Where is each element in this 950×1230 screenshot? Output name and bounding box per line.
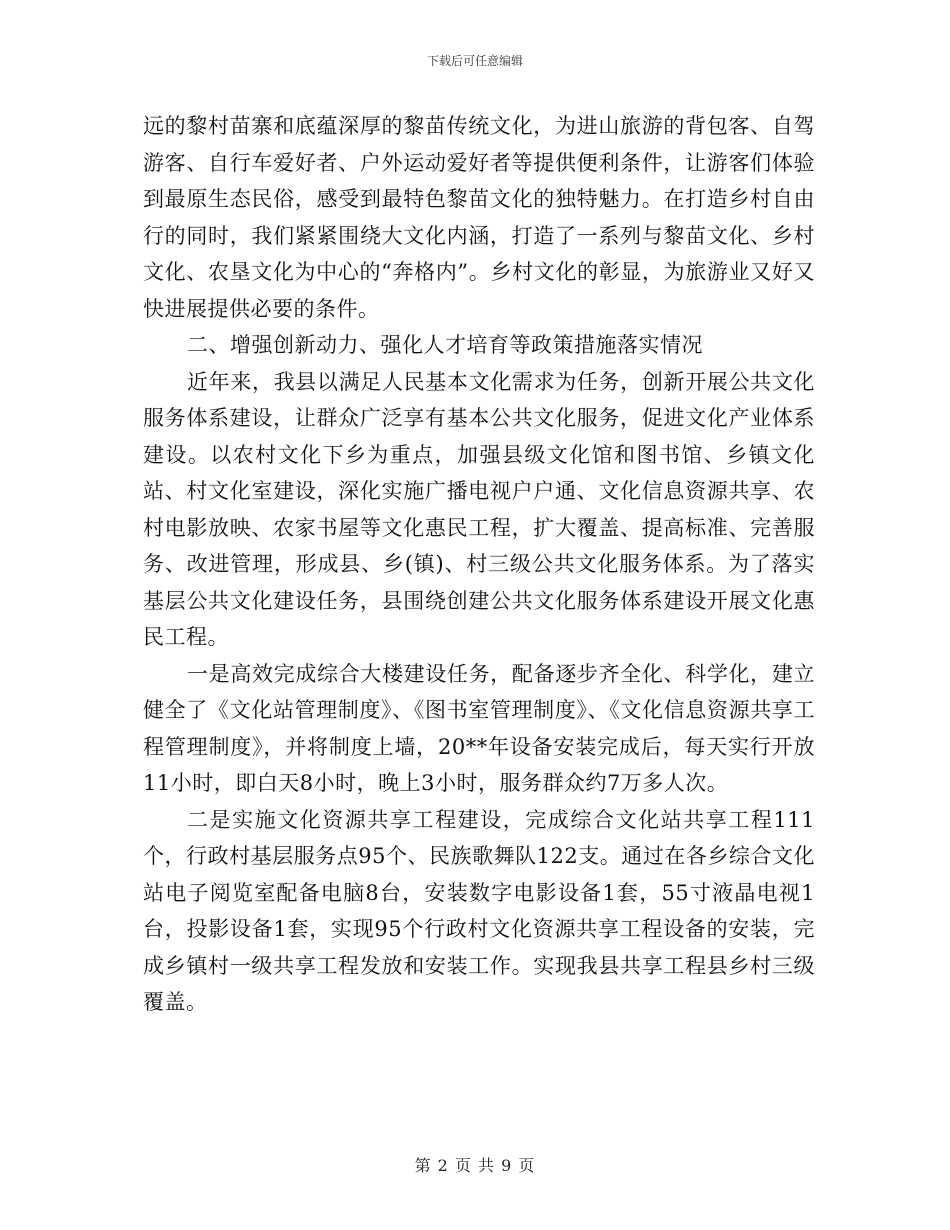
paragraph: 一是高效完成综合大楼建设任务，配备逐步齐全化、科学化，建立健全了《文化站管理制度》、《图书室管理制度》、《文化信息资源共享工程管理制度》，并将制度上墙，20**年设备安装完成后，每天实行开放11小时，即白天8小时，晚上3小时，服务群众约7万多人次。 [143, 661, 815, 795]
paragraph-continuation: 远的黎村苗寨和底蕴深厚的黎苗传统文化，为进山旅游的背包客、自驾游客、自行车爱好者、户外运动爱好者等提供便利条件，让游客们体验到最原生态民俗，感受到最特色黎苗文化的独特魅力。在打造乡村自由行的同时，我们紧紧围绕大文化内涵，打造了一系列与黎苗文化、乡村文化、农垦文化为中心的“奔格内”。乡村文化的彰显，为旅游业又好又快进展提供必要的条件。 [143, 114, 815, 321]
section-heading: 二、增强创新动力、强化人才培育等政策措施落实情况 [187, 333, 703, 357]
page-number-footer: 第 2 页 共 9 页 [414, 1156, 536, 1175]
document-body [143, 108, 815, 1021]
paragraph: 近年来，我县以满足人民基本文化需求为任务，创新开展公共文化服务体系建设，让群众广泛享有基本公共文化服务，促进文化产业体系建设。以农村文化下乡为重点，加强县级文化馆和图书馆、乡镇文化站、村文化室建设，深化实施广播电视户户通、文化信息资源共享、农村电影放映、农家书屋等文化惠民工程，扩大覆盖、提高标准、完善服务、改进管理，形成县、乡(镇)、村三级公共文化服务体系。为了落实基层公共文化建设任务，县围绕创建公共文化服务体系建设开展文化惠民工程。 [143, 369, 815, 649]
page-header: 下载后可任意编辑 [426, 54, 523, 68]
paragraph: 二是实施文化资源共享工程建设，完成综合文化站共享工程111个，行政村基层服务点95个、民族歌舞队122支。通过在各乡综合文化站电子阅览室配备电脑8台，安装数字电影设备1套，55寸液晶电视1台，投影设备1套，实现95个行政村文化资源共享工程设备的安装，完成乡镇村一级共享工程发放和安装工作。实现我县共享工程县乡村三级覆盖。 [143, 807, 815, 1014]
